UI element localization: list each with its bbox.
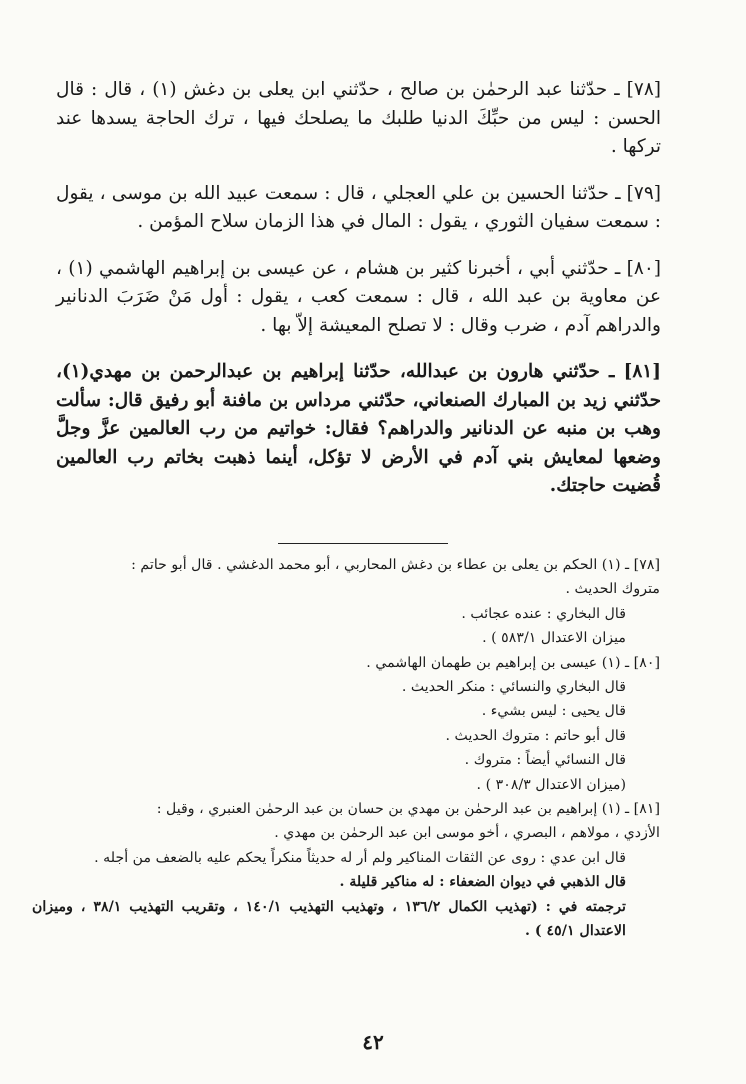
paragraph-79: [٧٩] ـ حدّثنا الحسين بن علي العجلي ، قال : سمعت عبيد الله بن موسى ، يقول : سمعت سفيان الثوري ، يقول : المال في هذا الزمان سلاح المؤمن .: [56, 182, 661, 232]
footnote-line: قال ابن عدي : روى عن الثقات المناكير ولم أر له حديثاً منكراً يحكم عليه بالضعف من أجله .: [94, 849, 626, 866]
footnote-line: قال الذهبي في ديوان الضعفاء : له مناكير قليلة .: [339, 874, 626, 891]
footnote-line: قال يحيى : ليس بشيء .: [481, 703, 626, 720]
footnote-divider: [278, 543, 448, 544]
footnote-line: قال البخاري والنسائي : منكر الحديث .: [401, 679, 626, 696]
footnote-line: قال البخاري : عنده عجائب .: [461, 605, 626, 622]
page-number: ٤٢: [362, 1030, 384, 1054]
paragraph-78: [٧٨] ـ حدّثنا عبد الرحمٰن بن صالح ، حدّثني ابن يعلى بن دغش (١) ، قال : قال الحسن : ليس من حبِّكَ الدنيا طلبك ما يصلحك فيها ، ترك الحاجة يسدها عند تركها .: [56, 79, 661, 157]
footnote-line: متروك الحديث .: [565, 581, 660, 598]
footnote-line: الأزدي ، مولاهم ، البصري ، أخو موسى ابن عبد الرحمٰن بن مهدي .: [274, 825, 660, 842]
paragraph-81: [٨١] ـ حدّثني هارون بن عبدالله، حدّثنا إبراهيم بن عبدالرحمن بن مهدي(١)، حدّثني زيد بن المبارك الصنعاني، حدّثني مرداس بن مافنة أبو رفيق قال: سألت وهب بن منبه عن الدنانير والدراهم؟ فقال: خواتيم من رب العالمين عزَّ وجلَّ وضعها لمعايش بني آدم في الأرض لا تؤكل، أينما ذهبت بخاتم رب العالمين قُضيت حاجتك.: [56, 361, 661, 496]
main-text: [56, 76, 661, 519]
footnote-line: قال أبو حاتم : متروك الحديث .: [445, 727, 626, 744]
footnote-line: قال النسائي أيضاً : متروك .: [464, 752, 626, 769]
footnote-line: [٧٨] ـ (١) الحكم بن يعلى بن عطاء بن دغش المحاربي ، أبو محمد الدغشي . قال أبو حاتم :: [131, 557, 660, 573]
paragraph-80: [٨٠] ـ حدّثني أبي ، أخبرنا كثير بن هشام ، عن عيسى بن إبراهيم الهاشمي (١) ، عن معاوية بن عبد الله ، قال : سمعت كعب ، يقول : أول مَنْ ضَرَبَ الدنانير والدراهم آدم ، ضرب وقال : لا تصلح المعيشة إلاّ بها .: [56, 257, 661, 336]
footnote-line: ميزان الاعتدال ٥٨٣/١ ) .: [482, 630, 626, 647]
footnote-line: (ميزان الاعتدال ٣٠٨/٣ ) .: [476, 776, 626, 793]
footnote-line: [٨٠] ـ (١) عيسى بن إبراهيم بن طهمان الهاشمي .: [366, 654, 660, 671]
footnote-line: ترجمته في : (تهذيب الكمال ١٣٦/٢ ، وتهذيب التهذيب ١٤٠/١ ، وتقريب التهذيب ٣٨/١ ، وميزان الاعتدال ٤٥/١ ) .: [32, 898, 626, 940]
footnotes: [32, 553, 660, 944]
footnote-line: [٨١] ـ (١) إبراهيم بن عبد الرحمٰن بن مهدي بن حسان بن عبد الرحمٰن العنبري ، وقيل :: [156, 801, 660, 818]
